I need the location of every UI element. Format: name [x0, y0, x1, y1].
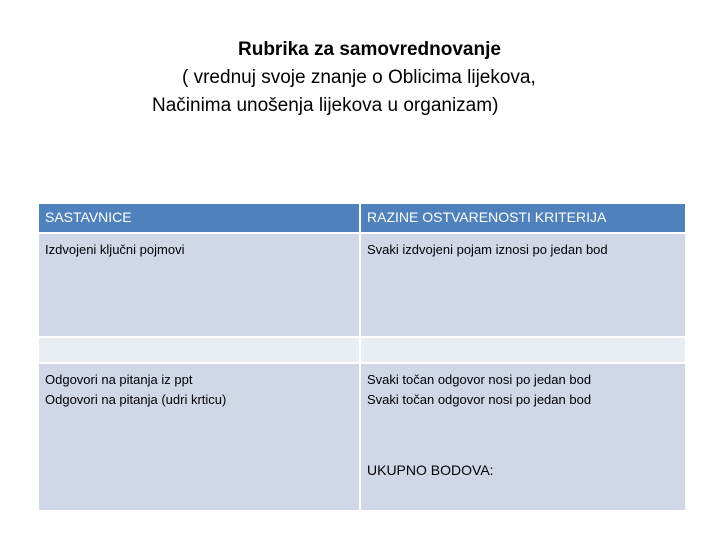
cell-empty — [38, 337, 360, 363]
cell-text: Izdvojeni ključni pojmovi — [45, 242, 185, 257]
title-line-1: Rubrika za samovrednovanje — [238, 39, 501, 60]
cell-text: Svaki izdvojeni pojam iznosi po jedan bod — [367, 242, 608, 257]
header-razine: RAZINE OSTVARENOSTI KRITERIJA — [360, 203, 686, 233]
cell-criteria — [360, 363, 686, 511]
cell-empty — [360, 337, 686, 363]
header-sastavnice: SASTAVNICE — [38, 203, 360, 233]
total-points-label: UKUPNO BODOVA: — [367, 462, 494, 478]
cell-component — [38, 363, 360, 511]
cell-text: Odgovori na pitanja (udri krticu) — [45, 392, 227, 407]
table-row — [38, 337, 686, 363]
cell-criteria — [360, 233, 686, 337]
cell-component — [38, 233, 360, 337]
table-row — [38, 363, 686, 511]
cell-text: Svaki točan odgovor nosi po jedan bod — [367, 372, 592, 387]
title-line-3: Načinima unošenja lijekova u organizam) — [152, 95, 499, 116]
rubric-table — [37, 202, 687, 512]
table-row — [38, 233, 686, 337]
title-line-2: ( vrednuj svoje znanje o Oblicima lijekova, — [182, 67, 536, 88]
cell-text: Svaki točan odgovor nosi po jedan bod — [367, 392, 592, 407]
table-header-row — [38, 203, 686, 233]
cell-text: Odgovori na pitanja iz ppt — [45, 372, 193, 387]
